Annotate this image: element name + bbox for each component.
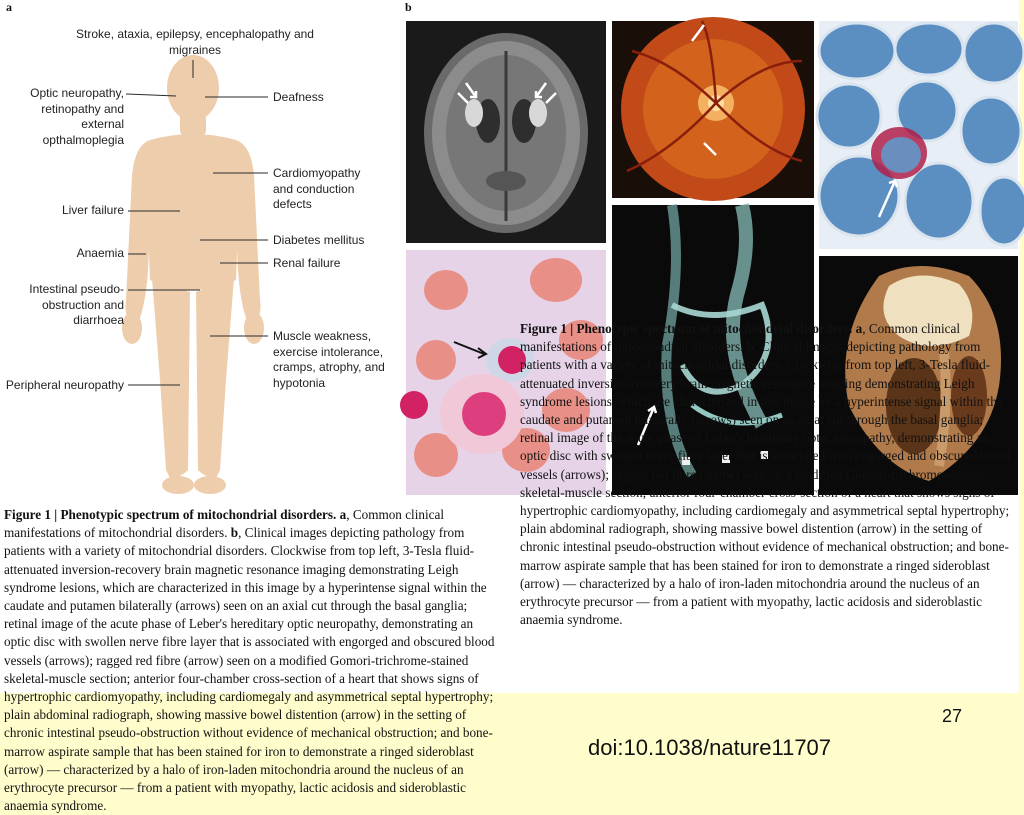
figure-caption-col2 <box>520 321 1014 692</box>
caption-b-letter-col2: b <box>746 339 755 355</box>
caption-a-letter-col2: a <box>855 321 863 336</box>
label-diabetes: Diabetes mellitus <box>273 233 365 247</box>
caption-b-letter: b <box>230 525 239 541</box>
caption-part2-col2: , Clinical images depicting pathology from patients with a variety of mitochondrial disorders. Clockwise from top left, 3-Tesla fluid-attenuated inversion-recovery brain magnetic resonance imaging demonstrating Leigh syndrome lesions, which are characterized in this image by a hyperintense signal within the caudate and putamen bilaterally (arrows) seen on an axial cut through the basal ganglia; retinal image of the acute phase of Leber's hereditary optic neuropathy, demonstrating an optic disc with swollen nerve fibre layer that is associated with engorged and obscured blood vessels (arrows); ragged red fibre (arrow) seen on a modified Gomori-trichrome-stained skeletal-muscle section; anterior four-chamber cross-section of a heart that shows signs of hypertrophic cardiomyopathy, including cardiomegaly and asymmetrical septal hypertrophy; plain abdominal radiograph, showing massive bowel distention (arrow) in the setting of chronic intestinal pseudo-obstruction without evidence of mechanical obstruction; and bone-marrow aspirate sample that has been stained for iron to demonstrate a ringed sideroblast (arrow) — characterized by a halo of iron-laden mitochondria around the nucleus of an erythrocyte precursor — from a patient with myopathy, lactic acidosis and sideroblastic anaemia syndrome. <box>520 339 1011 628</box>
muscle-section-image <box>819 21 1018 249</box>
figure-caption-col1 <box>4 506 498 814</box>
panel-a-letter: a <box>6 0 12 14</box>
panel-b-letter: b <box>405 0 412 14</box>
label-anaemia: Anaemia <box>76 246 124 260</box>
retina-fundus-image <box>612 21 814 198</box>
label-cardio: Cardiomyopathy and conduction defects <box>273 166 361 211</box>
label-intestinal: Intestinal pseudo-obstruction and diarrhoea <box>29 282 124 327</box>
label-optic: Optic neuropathy, retinopathy and external opthalmoplegia <box>30 86 124 147</box>
label-renal: Renal failure <box>273 256 341 270</box>
caption-part1: , Common clinical manifestations of mitochondrial disorders. <box>4 507 445 541</box>
label-deafness: Deafness <box>273 90 324 104</box>
caption-title: Figure 1 | Phenotypic spectrum of mitochondrial disorders. <box>4 507 337 522</box>
label-brain: Stroke, ataxia, epilepsy, encephalopathy and migraines <box>76 27 314 57</box>
caption-part1-col2: , Common clinical manifestations of mitochondrial disorders. <box>520 321 961 355</box>
caption-part2: , Clinical images depicting pathology from patients with a variety of mitochondrial disorders. Clockwise from top left, 3-Tesla fluid-attenuated inversion-recovery brain magnetic resonance imaging demonstrating Leigh syndrome lesions, which are characterized in this image by a hyperintense signal within the caudate and putamen bilaterally (arrows) seen on an axial cut through the basal ganglia; retinal image of the acute phase of Leber's hereditary optic neuropathy, demonstrating an optic disc with swollen nerve fibre layer that is associated with engorged and obscured blood vessels (arrows); ragged red fibre (arrow) seen on a modified Gomori-trichrome-stained skeletal-muscle section; anterior four-chamber cross-section of a heart that shows signs of hypertrophic cardiomyopathy, including cardiomegaly and asymmetrical septal hypertrophy; plain abdominal radiograph, showing massive bowel distention (arrow) in the setting of chronic intestinal pseudo-obstruction without evidence of mechanical obstruction; and bone-marrow aspirate sample that has been stained for iron to demonstrate a ringed sideroblast (arrow) — characterized by a halo of iron-laden mitochondria around the nucleus of an erythrocyte precursor — from a patient with myopathy, lactic acidosis and sideroblastic anaemia syndrome. <box>4 525 495 814</box>
brain-mri-image <box>406 21 606 243</box>
label-peripheral: Peripheral neuropathy <box>5 378 124 392</box>
label-liver: Liver failure <box>61 203 124 217</box>
caption-a-letter: a <box>339 507 347 522</box>
caption-title-col2: Figure 1 | Phenotypic spectrum of mitochondrial disorders. <box>520 321 853 336</box>
page-number: 27 <box>941 706 962 726</box>
label-muscle: Muscle weakness, exercise intolerance, cramps, atrophy, and hypotonia <box>273 329 385 390</box>
doi-text: doi:10.1038/nature11707 <box>588 735 832 760</box>
